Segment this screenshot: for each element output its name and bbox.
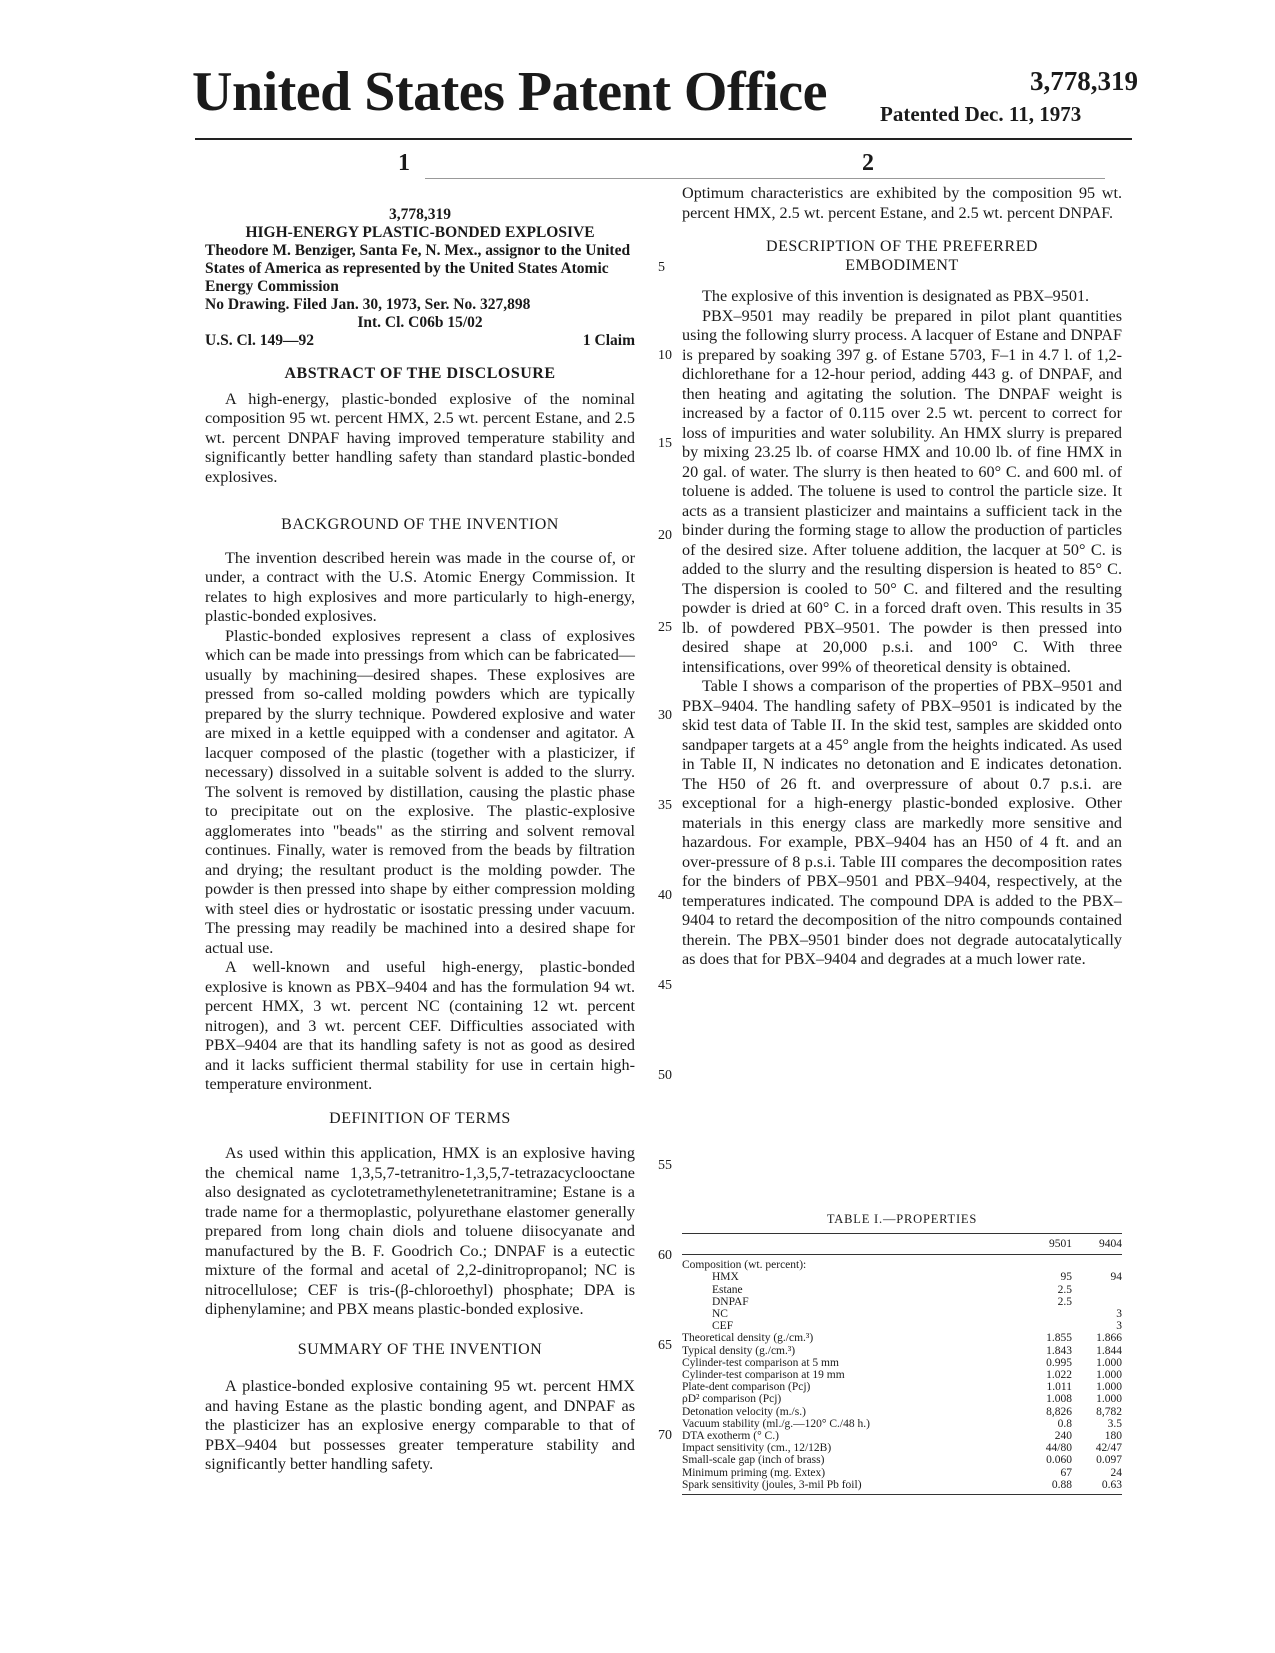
table-cell-9501 bbox=[1022, 1308, 1072, 1320]
right-column bbox=[682, 184, 1122, 970]
table-cell-9404: 0.63 bbox=[1101, 1478, 1122, 1491]
table-row bbox=[682, 1284, 1122, 1296]
table-row-label: Impact sensitivity (cm., 12/12B) bbox=[682, 1442, 832, 1455]
table-row-label: Cylinder-test comparison at 19 mm bbox=[682, 1369, 845, 1382]
table-row-label: Spark sensitivity (joules, 3-mil Pb foil) bbox=[682, 1478, 862, 1491]
table-1-grid bbox=[682, 1234, 1122, 1491]
table-cell-9501: 1.008 bbox=[1046, 1393, 1072, 1406]
table-row bbox=[682, 1406, 1122, 1418]
table-row bbox=[682, 1259, 1122, 1271]
abstract-text: A high-energy, plastic-bonded explosive of the nominal composition 95 wt. percent HMX, 2.5 wt. percent Estane, and 2.5 wt. percent DNPAF having improved temperature stability and significantly better handling safety than standard plastic-bonded explosives. bbox=[205, 389, 635, 486]
table-cell-9404: 1.844 bbox=[1096, 1344, 1122, 1357]
table-cell-9501: 1.022 bbox=[1046, 1369, 1072, 1382]
line-number: 30 bbox=[658, 708, 672, 723]
table-cell-9404: 1.000 bbox=[1096, 1381, 1122, 1394]
col-head-9501: 9501 bbox=[1049, 1238, 1072, 1250]
table-row-label: Cylinder-test comparison at 5 mm bbox=[682, 1356, 839, 1369]
table-cell-9404: 180 bbox=[1104, 1430, 1122, 1443]
table-row bbox=[682, 1271, 1122, 1283]
table-cell-9404: 24 bbox=[1110, 1466, 1122, 1479]
left-column bbox=[205, 364, 635, 1475]
table-row bbox=[682, 1418, 1122, 1430]
table-group-label: Composition (wt. percent): bbox=[682, 1259, 807, 1272]
column-number-1: 1 bbox=[398, 150, 410, 176]
table-row-label: NC bbox=[712, 1308, 728, 1321]
summary-heading: SUMMARY OF THE INVENTION bbox=[297, 1340, 543, 1358]
abstract-heading: ABSTRACT OF THE DISCLOSURE bbox=[284, 365, 556, 382]
table-cell-9404: 1.000 bbox=[1096, 1393, 1122, 1406]
table-1 bbox=[682, 1212, 1122, 1495]
table-cell-9404: 1.000 bbox=[1096, 1369, 1122, 1382]
front-matter bbox=[205, 206, 635, 350]
table-row bbox=[682, 1393, 1122, 1405]
table-cell-9404: 3.5 bbox=[1107, 1417, 1122, 1430]
background-heading: BACKGROUND OF THE INVENTION bbox=[281, 516, 559, 533]
table-cell-9501: 1.855 bbox=[1046, 1332, 1072, 1345]
definitions-text: As used within this application, HMX is an explosive having the chemical name 1,3,5,7-tetranitro-1,3,5,7-tetrazacyclooctane also designated as cyclotetramethylenetetranitramine; Estane is a trade name for a thermoplastic, polyurethane elastomer generally prepared from long chain diols and toluene diisocyanate and manufactured by the B. F. Goodrich Co.; DNPAF is a eutectic mixture of the formal and acetal of 2,2-dinitropropanol; NC is nitrocellulose; CEF is tris-(β-chloroethyl) phosphate; DPA is diphenylamine; and PBX means plastic-bonded explosive. bbox=[205, 1144, 635, 1318]
table-row-label: HMX bbox=[712, 1271, 739, 1284]
inventor-assignee: Theodore M. Benziger, Santa Fe, N. Mex., assignor to the United States of America as represented by the United States Atomic Energy Commission bbox=[205, 242, 631, 295]
table-row bbox=[682, 1442, 1122, 1454]
table-cell-9501: 0.8 bbox=[1057, 1417, 1072, 1430]
line-number: 50 bbox=[658, 1068, 672, 1083]
table-row bbox=[682, 1479, 1122, 1491]
table-cell-9404: 1.000 bbox=[1096, 1356, 1122, 1369]
invention-title: HIGH-ENERGY PLASTIC-BONDED EXPLOSIVE bbox=[245, 224, 595, 241]
table-row bbox=[682, 1345, 1122, 1357]
col-head-9404: 9404 bbox=[1099, 1238, 1122, 1250]
table-row-label: Plate-dent comparison (Pcj) bbox=[682, 1381, 811, 1394]
table-cell-9501: 44/80 bbox=[1045, 1442, 1072, 1455]
optimum-text: Optimum characteristics are exhibited by the composition 95 wt. percent HMX, 2.5 wt. percent Estane, and 2.5 wt. percent DNPAF. bbox=[682, 184, 1122, 222]
patented-date: Patented Dec. 11, 1973 bbox=[880, 102, 1082, 126]
table-row-label: Small-scale gap (inch of brass) bbox=[682, 1454, 825, 1467]
line-number: 20 bbox=[658, 528, 672, 543]
table-row-label: Theoretical density (g./cm.³) bbox=[682, 1332, 814, 1345]
line-number: 35 bbox=[658, 798, 672, 813]
table-row-label: Typical density (g./cm.³) bbox=[682, 1344, 796, 1357]
us-cl: U.S. Cl. 149—92 bbox=[205, 332, 314, 349]
table-row bbox=[682, 1454, 1122, 1466]
table-1-title: TABLE I.—PROPERTIES bbox=[826, 1212, 978, 1226]
line-number: 70 bbox=[658, 1428, 672, 1443]
embodiment-p1: The explosive of this invention is designated as PBX–9501. bbox=[702, 287, 1090, 305]
table-row bbox=[682, 1430, 1122, 1442]
table-cell-9501: 0.88 bbox=[1051, 1478, 1072, 1491]
line-number: 45 bbox=[658, 978, 672, 993]
table-cell-9501: 0.995 bbox=[1046, 1356, 1072, 1369]
table-cell-9404: 3 bbox=[1116, 1320, 1122, 1333]
line-number: 40 bbox=[658, 888, 672, 903]
table-header-row bbox=[682, 1234, 1122, 1255]
table-cell-9404: 94 bbox=[1110, 1271, 1122, 1284]
table-cell-9501: 0.060 bbox=[1046, 1454, 1072, 1467]
embodiment-p3: Table I shows a comparison of the properties of PBX–9501 and PBX–9404. The handling safety of PBX–9501 is indicated by the skid test data of Table II. In the skid test, samples are skidded onto sandpaper targets at a 45° angle from the heights indicated. As used in Table II, N indicates no detonation and E indicates detonation. The H50 of 26 ft. and overpressure of about 0.7 p.s.i. are exceptional for a high-energy plastic-bonded explosive. Other materials in this energy class are markedly more sensitive and hazardous. For example, PBX–9404 has an H50 of 4 ft. and an over-pressure of 8 p.s.i. Table III compares the decomposition rates for the binders of PBX–9501 and PBX–9404, respectively, at the temperatures indicated. The compound DPA is added to the PBX–9404 to retard the decomposition of the nitro compounds contained therein. The PBX–9501 binder does not degrade autocatalytically as does that for PBX–9404 and degrades at a much lower rate. bbox=[682, 677, 1122, 968]
line-number: 65 bbox=[658, 1338, 672, 1353]
table-row-label: CEF bbox=[712, 1320, 734, 1333]
table-cell-9404: 8,782 bbox=[1096, 1405, 1122, 1418]
header-rule bbox=[195, 138, 1132, 140]
background-p1: The invention described herein was made in the course of, or under, a contract with the U.S. Atomic Energy Commission. It relates to high explosives and more particularly to high-energy, plastic-bonded explosives. bbox=[205, 548, 635, 625]
table-row-label: DTA exotherm (° C.) bbox=[682, 1430, 779, 1443]
office-title: United States Patent Office bbox=[192, 61, 828, 123]
background-p3: A well-known and useful high-energy, plastic-bonded explosive is known as PBX–9404 and has the formulation 94 wt. percent HMX, 3 wt. percent NC (containing 12 wt. percent nitrogen), and 3 wt. percent CEF. Difficulties associated with PBX–9404 are that its handling safety is not as good as desired and it lacks sufficient thermal stability for use in certain high-temperature environment. bbox=[205, 958, 635, 1093]
table-row bbox=[682, 1357, 1122, 1369]
table-row-label: DNPAF bbox=[712, 1295, 749, 1308]
patent-number: 3,778,319 bbox=[1030, 66, 1138, 96]
line-number: 5 bbox=[658, 260, 665, 275]
embodiment-heading: DESCRIPTION OF THE PREFERRED EMBODIMENT bbox=[766, 238, 1038, 274]
line-number: 15 bbox=[658, 436, 672, 451]
table-row-label: Estane bbox=[712, 1283, 743, 1296]
table-row bbox=[682, 1332, 1122, 1344]
table-row-label: Vacuum stability (ml./g.—120° C./48 h.) bbox=[682, 1417, 870, 1430]
line-number: 60 bbox=[658, 1248, 672, 1263]
column-number-2: 2 bbox=[862, 150, 874, 176]
table-cell-9501: 1.843 bbox=[1046, 1344, 1072, 1357]
table-cell-9501: 1.011 bbox=[1046, 1381, 1072, 1394]
line-number: 10 bbox=[658, 348, 672, 363]
front-patent-number: 3,778,319 bbox=[389, 206, 451, 223]
table-cell-9404: 1.866 bbox=[1096, 1332, 1122, 1345]
table-cell-9404 bbox=[1072, 1284, 1122, 1296]
table-cell-9501 bbox=[1022, 1320, 1072, 1332]
table-cell-9404 bbox=[1072, 1296, 1122, 1308]
table-row-label: Minimum priming (mg. Extex) bbox=[682, 1466, 826, 1479]
line-number: 55 bbox=[658, 1158, 672, 1173]
column-rule bbox=[425, 178, 1105, 179]
filing-info: No Drawing. Filed Jan. 30, 1973, Ser. No. 327,898 bbox=[205, 296, 531, 313]
summary-text: A plastice-bonded explosive containing 95 wt. percent HMX and having Estane as the plastic bonding agent, and DNPAF as the plasticizer has an explosive energy comparable to that of PBX–9404 but possesses greater temperature stability and significantly better handling safety. bbox=[205, 1377, 635, 1473]
table-cell-9501: 2.5 bbox=[1057, 1295, 1072, 1308]
table-cell-9501: 67 bbox=[1060, 1466, 1072, 1479]
table-row bbox=[682, 1320, 1122, 1332]
table-row bbox=[682, 1369, 1122, 1381]
table-cell-9501: 2.5 bbox=[1057, 1283, 1072, 1296]
embodiment-p2: PBX–9501 may readily be prepared in pilot plant quantities using the following slurry process. A lacquer of Estane and DNPAF is prepared by soaking 397 g. of Estane 5703, F–1 in 4.7 l. of 1,2-dichlorethane for a 12-hour period, adding 443 g. of DNPAF, and then heating and agitating the solution. The DNPAF weight is increased by a factor of 0.115 over 2.5 wt. percent to correct for loss of impurities and water solubility. An HMX slurry is prepared by mixing 23.25 lb. of coarse HMX and 10.00 lb. of fine HMX in 20 gal. of water. The slurry is then heated to 60° C. and 600 ml. of toluene is added. The toluene is used to control the particle size. It acts as a transient plasticizer and maintains a sufficient tack in the binder during the forming stage to allow the production of particles of the desired size. After toluene addition, the lacquer at 50° C. is added to the slurry and the resulting dispersion is heated to 85° C. The dispersion is cooled to 50° C. and filtered and the resulting powder is dried at 60° C. in a forced draft oven. This results in 35 lb. of powdered PBX–9501. The powder is then pressed into desired shape at 20,000 p.s.i. and 100° C. With three intensifications, over 99% of theoretical density is obtained. bbox=[682, 306, 1122, 676]
table-row bbox=[682, 1296, 1122, 1308]
classification-row bbox=[205, 332, 635, 350]
table-cell-9501: 240 bbox=[1054, 1430, 1072, 1443]
table-row-label: Detonation velocity (m./s.) bbox=[682, 1405, 806, 1418]
table-row bbox=[682, 1381, 1122, 1393]
definitions-heading: DEFINITION OF TERMS bbox=[329, 1109, 511, 1127]
table-cell-9404: 0.097 bbox=[1096, 1454, 1122, 1467]
table-row-label: ρD² comparison (Pcj) bbox=[682, 1393, 782, 1406]
table-cell-9404: 42/47 bbox=[1095, 1442, 1122, 1455]
table-cell-9501: 95 bbox=[1060, 1271, 1072, 1284]
background-p2: Plastic-bonded explosives represent a class of explosives which can be made into pressings from which can be fabricated—usually by machining—desired shapes. These explosives are pressed from so-called molding powders which are typically prepared by the slurry technique. Powdered explosive and water are mixed in a kettle equipped with a condenser and agitator. A lacquer composed of the plastic (together with a plasticizer, if necessary) dissolved in a suitable solvent is added to the slurry. The solvent is removed by distillation, causing the plastic phase to precipitate out on the explosive. The plastic-explosive agglomerates into "beads" as the stirring and solvent removal continues. Finally, water is removed from the beads by filtration and drying; the resultant product is the molding powder. The powder is then pressed into shape by either compression molding with steel dies or hydrostatic or isostatic pressing under vacuum. The pressing may readily be machined into a desired shape for actual use. bbox=[205, 626, 635, 957]
table-cell-9501: 8,826 bbox=[1046, 1405, 1072, 1418]
claim-count: 1 Claim bbox=[582, 332, 635, 349]
table-cell-9404: 3 bbox=[1116, 1308, 1122, 1321]
table-row bbox=[682, 1467, 1122, 1479]
int-cl: Int. Cl. C06b 15/02 bbox=[357, 314, 483, 331]
table-row bbox=[682, 1308, 1122, 1320]
line-number: 25 bbox=[658, 620, 672, 635]
